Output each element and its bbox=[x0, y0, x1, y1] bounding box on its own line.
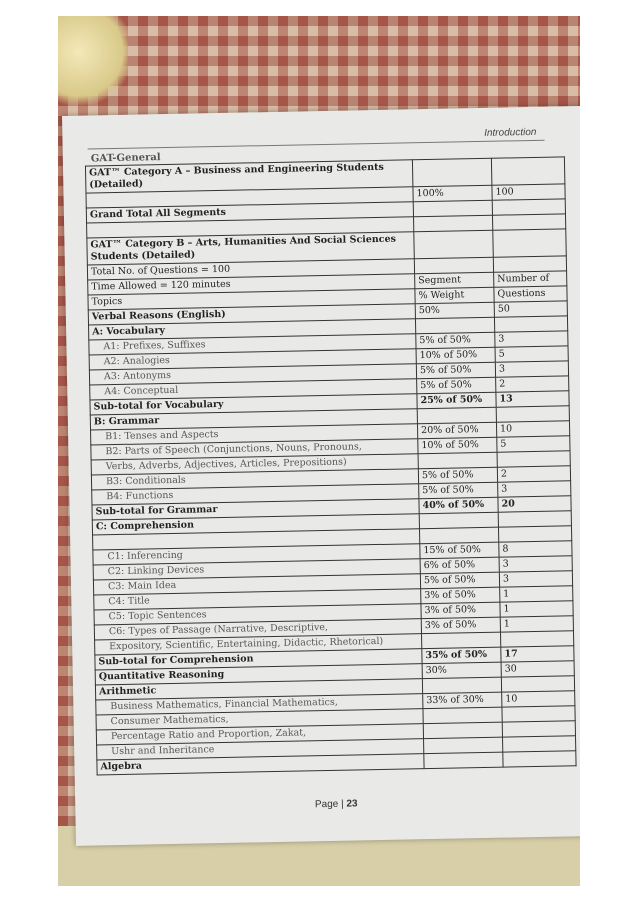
table-cell: C1: Inferencing bbox=[93, 544, 420, 565]
table-cell bbox=[493, 256, 566, 272]
table-cell: 5 bbox=[497, 436, 570, 452]
table-cell: 10% of 50% bbox=[418, 437, 497, 454]
table-cell: 3 bbox=[498, 481, 571, 497]
table-cell: C4: Title bbox=[94, 589, 421, 610]
table-cell: 100 bbox=[492, 184, 565, 200]
table-cell: GAT™ Category B – Arts, Humanities And Social Sciences Students (Detailed) bbox=[87, 232, 414, 265]
table-cell: Expository, Scientific, Entertaining, Didactic, Rhetorical) bbox=[95, 634, 422, 655]
table-cell bbox=[413, 215, 492, 232]
table-cell bbox=[424, 737, 503, 754]
table-cell: 2 bbox=[496, 376, 569, 392]
table-cell bbox=[492, 214, 565, 230]
table-cell: 10 bbox=[496, 421, 569, 437]
table-cell bbox=[500, 631, 573, 647]
table-cell bbox=[491, 157, 565, 185]
table-cell: 25% of 50% bbox=[417, 392, 496, 409]
table-cell: 3 bbox=[499, 571, 572, 587]
table-cell: 5 bbox=[495, 346, 568, 362]
table-cell: A3: Antonyms bbox=[89, 364, 416, 385]
table-cell bbox=[423, 707, 502, 724]
table-cell: Number of bbox=[494, 271, 567, 287]
table-cell bbox=[503, 751, 576, 767]
table-cell: 1 bbox=[500, 601, 573, 617]
table-cell bbox=[503, 736, 576, 752]
table-cell: Percentage Ratio and Proportion, Zakat, bbox=[96, 724, 423, 745]
table-cell: Time Allowed = 120 minutes bbox=[88, 274, 415, 295]
table-cell: C6: Types of Passage (Narrative, Descriptive, bbox=[94, 619, 421, 640]
table-cell: 50 bbox=[494, 301, 567, 317]
table-cell: 20% of 50% bbox=[417, 422, 496, 439]
table-cell: 3% of 50% bbox=[421, 602, 500, 619]
table-cell: 100% bbox=[413, 185, 492, 202]
table-cell: 6% of 50% bbox=[420, 557, 499, 574]
table-cell: Business Mathematics, Financial Mathematics, bbox=[96, 694, 423, 715]
table-cell bbox=[423, 722, 502, 739]
table-cell bbox=[494, 316, 567, 332]
table-cell: Consumer Mathematics, bbox=[96, 709, 423, 730]
table-cell: 20 bbox=[498, 496, 571, 512]
table-cell: C2: Linking Devices bbox=[93, 559, 420, 580]
table-cell bbox=[419, 527, 498, 544]
flower-decoration bbox=[58, 16, 128, 106]
header-rule bbox=[88, 140, 545, 150]
table-cell: 3 bbox=[499, 556, 572, 572]
table-cell: Verbs, Adverbs, Adjectives, Articles, Prepositions) bbox=[91, 454, 418, 475]
table-cell bbox=[502, 706, 575, 722]
table-cell: 3 bbox=[495, 331, 568, 347]
table-cell: Algebra bbox=[97, 754, 424, 775]
table-cell: 5% of 50% bbox=[416, 332, 495, 349]
table-cell bbox=[502, 721, 575, 737]
table-cell: 5% of 50% bbox=[418, 467, 497, 484]
table-cell: 35% of 50% bbox=[422, 647, 501, 664]
header-left: GAT-General bbox=[90, 152, 161, 165]
table-cell: 1 bbox=[500, 586, 573, 602]
table-cell bbox=[417, 407, 496, 424]
table-cell: Sub-total for Grammar bbox=[92, 499, 419, 520]
table-cell: 5% of 50% bbox=[419, 482, 498, 499]
table-cell: 17 bbox=[501, 646, 574, 662]
table-cell: 40% of 50% bbox=[419, 497, 498, 514]
photo-background bbox=[58, 16, 580, 886]
table-cell: 13 bbox=[496, 391, 569, 407]
table-cell: 1 bbox=[500, 616, 573, 632]
table-cell: C3: Main Idea bbox=[93, 574, 420, 595]
table-cell: A: Vocabulary bbox=[89, 319, 416, 340]
table-cell: B1: Tenses and Aspects bbox=[91, 424, 418, 445]
table-cell: Sub-total for Comprehension bbox=[95, 649, 422, 670]
table-cell: Topics bbox=[88, 289, 415, 310]
table-cell bbox=[424, 752, 503, 769]
gat-table bbox=[85, 156, 577, 775]
page-number: 23 bbox=[346, 798, 358, 810]
table-cell: 5% of 50% bbox=[417, 377, 496, 394]
table-cell: Ushr and Inheritance bbox=[97, 739, 424, 760]
table-cell bbox=[492, 199, 565, 215]
table-cell: 5% of 50% bbox=[420, 572, 499, 589]
table-cell: Sub-total for Vocabulary bbox=[90, 394, 417, 415]
table-cell: 3 bbox=[495, 361, 568, 377]
table-cell bbox=[498, 511, 571, 527]
table-cell: Questions bbox=[494, 286, 567, 302]
table-cell: B4: Functions bbox=[92, 484, 419, 505]
table-cell: 2 bbox=[497, 466, 570, 482]
table-cell: % Weight bbox=[415, 287, 494, 304]
table-cell: A4: Conceptual bbox=[90, 379, 417, 400]
table-cell: 30% bbox=[422, 662, 501, 679]
table-cell bbox=[497, 451, 570, 467]
table-cell: 33% of 30% bbox=[423, 692, 502, 709]
page-label: Page | bbox=[314, 798, 347, 811]
table-cell: 5% of 50% bbox=[416, 362, 495, 379]
table-cell: 15% of 50% bbox=[420, 542, 499, 559]
table-cell: C: Comprehension bbox=[92, 514, 419, 535]
table-cell: Grand Total All Segments bbox=[86, 202, 413, 223]
table-cell: Arithmetic bbox=[95, 679, 422, 700]
table-cell bbox=[413, 200, 492, 217]
table-cell: B3: Conditionals bbox=[91, 469, 418, 490]
table-cell bbox=[496, 406, 569, 422]
table-cell: C5: Topic Sentences bbox=[94, 604, 421, 625]
table-cell: 3% of 50% bbox=[421, 617, 500, 634]
table-cell: Verbal Reasons (English) bbox=[88, 304, 415, 325]
table-cell: 30 bbox=[501, 661, 574, 677]
header-right: Introduction bbox=[484, 126, 537, 139]
table-cell bbox=[418, 452, 497, 469]
table-cell: 8 bbox=[499, 541, 572, 557]
table-cell bbox=[412, 158, 492, 187]
table-cell: A2: Analogies bbox=[89, 349, 416, 370]
table-cell: Segment bbox=[415, 272, 494, 289]
table-cell bbox=[498, 526, 571, 542]
table-cell: B: Grammar bbox=[90, 409, 417, 430]
table-cell bbox=[419, 512, 498, 529]
table-cell: GAT™ Category A – Business and Engineering Students (Detailed) bbox=[85, 160, 412, 193]
table-cell: B2: Parts of Speech (Conjunctions, Nouns, Pronouns, bbox=[91, 439, 418, 460]
table-cell: Quantitative Reasoning bbox=[95, 664, 422, 685]
table-cell bbox=[422, 677, 501, 694]
table-cell bbox=[422, 632, 501, 649]
table-cell bbox=[415, 317, 494, 334]
table-cell: Total No. of Questions = 100 bbox=[87, 259, 414, 280]
document-page bbox=[62, 106, 580, 846]
table-cell: 50% bbox=[415, 302, 494, 319]
table-cell: 3% of 50% bbox=[421, 587, 500, 604]
table-cell bbox=[493, 229, 567, 257]
table-cell: 10% of 50% bbox=[416, 347, 495, 364]
page-footer bbox=[75, 794, 580, 815]
table-cell: 10 bbox=[502, 691, 575, 707]
table-cell: A1: Prefixes, Suffixes bbox=[89, 334, 416, 355]
table-cell bbox=[501, 676, 574, 692]
table-cell bbox=[414, 230, 494, 259]
table-cell bbox=[414, 257, 493, 274]
